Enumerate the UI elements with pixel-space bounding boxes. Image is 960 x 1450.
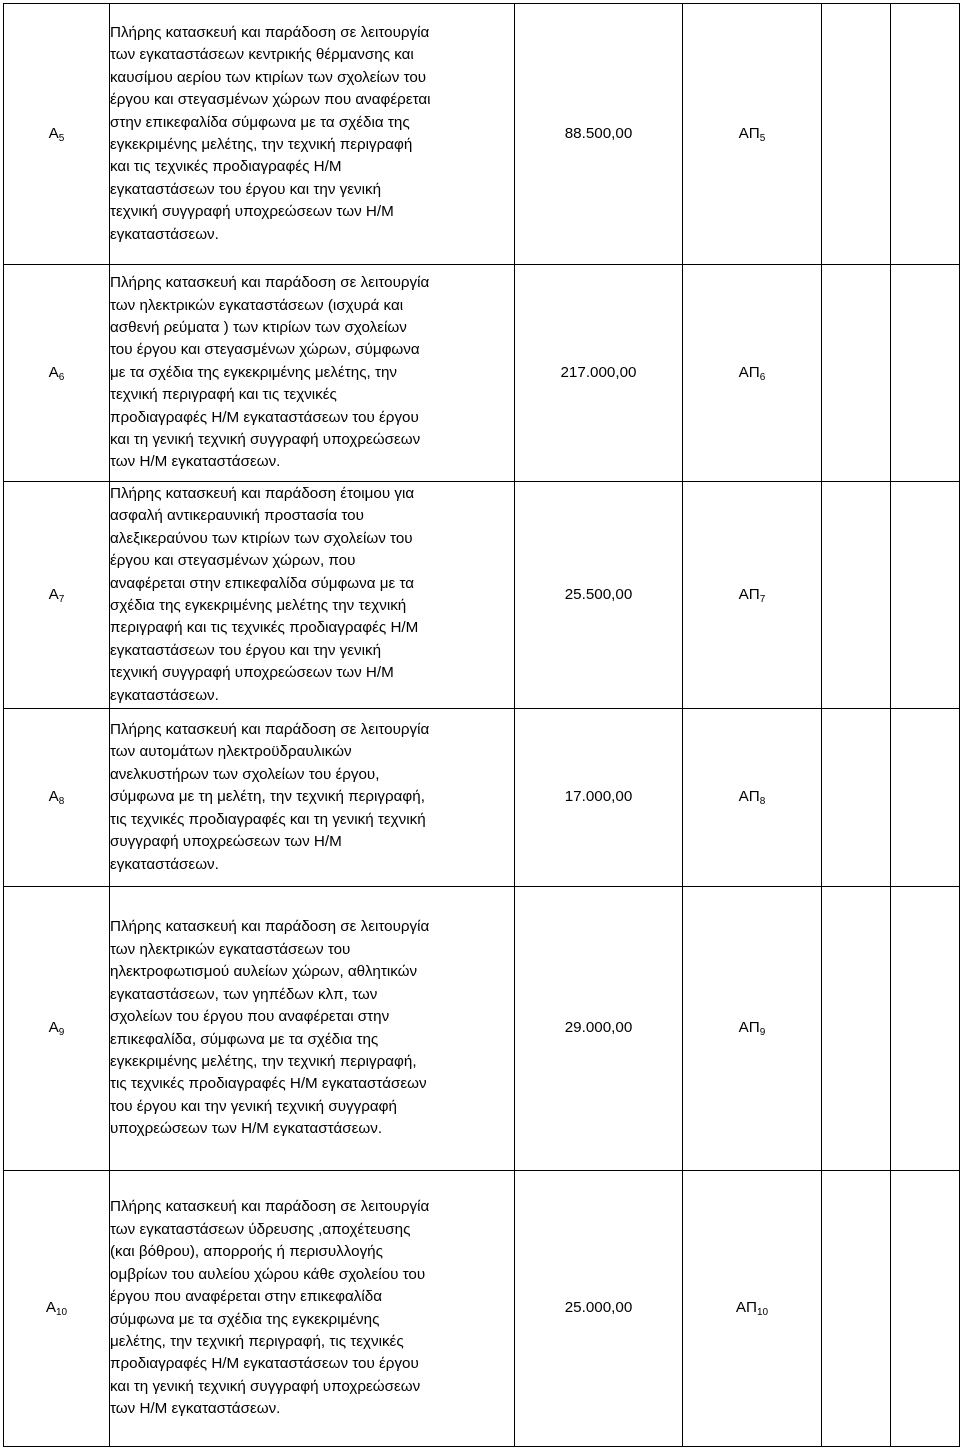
item-code-cell <box>4 4 110 265</box>
item-amount-cell <box>515 887 683 1171</box>
item-description: Πλήρης κατασκευή και παράδοση σε λειτουργία των ηλεκτρικών εγκαταστάσεων του ηλεκτροφωτισμού αυλείων χώρων, αθλητικών εγκαταστάσεων, των γηπέδων κλπ, των σχολείων του έργου που αναφέρεται στην επικεφαλίδα, σύμφωνα με τα σχέδια της εγκεκριμένης μελέτης, την τεχνική περιγραφή, τις τεχνικές προδιαγραφές Η/Μ εγκαταστάσεων του έργου και την γενική τεχνική συγγραφή υποχρεώσεων των Η/Μ εγκαταστάσεων. <box>110 918 430 1138</box>
item-code: Α <box>48 363 59 381</box>
empty-cell <box>822 265 891 482</box>
item-code: Α <box>48 788 59 806</box>
empty-cell <box>891 4 960 265</box>
item-code: Α <box>48 1019 59 1037</box>
item-amount: 29.000,00 <box>564 1019 633 1037</box>
item-ref-cell <box>683 1171 822 1447</box>
item-description-cell <box>110 709 515 887</box>
item-ref-cell <box>683 887 822 1171</box>
item-description: Πλήρης κατασκευή και παράδοση έτοιμου για ασφαλή αντικεραυνική προστασία του αλεξικεραύνου των κτιρίων των σχολείων του έργου και στεγασμένων χώρων, που αναφέρεται στην επικεφαλίδα σύμφωνα με τα σχέδια της εγκεκριμένης μελέτης την τεχνική περιγραφή και τις τεχνικές προδιαγραφές Η/Μ εγκαταστάσεων του έργου και την γενική τεχνική συγγραφή υποχρεώσεων των Η/Μ εγκαταστάσεων. <box>110 484 419 704</box>
item-code-subscript: 9 <box>58 1027 65 1039</box>
item-ref-subscript: 9 <box>759 1027 766 1039</box>
empty-cell <box>891 709 960 887</box>
table-row <box>4 265 960 482</box>
item-amount: 17.000,00 <box>564 788 633 806</box>
empty-cell <box>891 265 960 482</box>
empty-cell <box>891 1171 960 1447</box>
item-amount: 25.500,00 <box>564 585 633 603</box>
item-code-cell <box>4 482 110 709</box>
item-amount-cell <box>515 265 683 482</box>
item-ref-subscript: 10 <box>756 1307 769 1319</box>
table-row <box>4 482 960 709</box>
item-ref: ΑΠ <box>738 788 760 806</box>
item-code-subscript: 8 <box>58 796 65 808</box>
item-description-cell <box>110 4 515 265</box>
item-code-subscript: 10 <box>56 1307 68 1319</box>
item-ref-subscript: 8 <box>759 796 766 808</box>
table-row <box>4 4 960 265</box>
item-code: Α <box>48 124 59 142</box>
empty-cell <box>891 887 960 1171</box>
item-code: Α <box>45 1299 56 1317</box>
item-amount-cell <box>515 482 683 709</box>
item-ref: ΑΠ <box>735 1299 757 1317</box>
table-row <box>4 709 960 887</box>
item-ref-subscript: 6 <box>759 371 766 383</box>
table-row <box>4 887 960 1171</box>
table-row <box>4 1171 960 1447</box>
item-ref-cell <box>683 265 822 482</box>
item-description: Πλήρης κατασκευή και παράδοση σε λειτουργία των αυτομάτων ηλεκτροϋδραυλικών ανελκυστήρων των σχολείων του έργου, σύμφωνα με τη μελέτη, την τεχνική περιγραφή, τις τεχνικές προδιαγραφές και τη γενική τεχνική συγγραφή υποχρεώσεων των Η/Μ εγκαταστάσεων. <box>110 721 430 873</box>
item-code-cell <box>4 709 110 887</box>
item-ref-subscript: 7 <box>759 593 766 605</box>
empty-cell <box>822 709 891 887</box>
item-code-subscript: 7 <box>58 593 65 605</box>
item-amount-cell <box>515 1171 683 1447</box>
empty-cell <box>822 4 891 265</box>
item-ref: ΑΠ <box>738 1019 760 1037</box>
item-ref: ΑΠ <box>738 124 760 142</box>
item-description-cell <box>110 1171 515 1447</box>
item-amount: 88.500,00 <box>564 124 633 142</box>
item-description: Πλήρης κατασκευή και παράδοση σε λειτουργία των ηλεκτρικών εγκαταστάσεων (ισχυρά και ασθενή ρεύματα ) των κτιρίων των σχολείων του έργου και στεγασμένων χώρων, σύμφωνα με τα σχέδια της εγκεκριμένης μελέτης, την τεχνική περιγραφή και τις τεχνικές προδιαγραφές Η/Μ εγκαταστάσεων του έργου και τη γενική τεχνική συγγραφή υποχρεώσεων των Η/Μ εγκαταστάσεων. <box>110 274 430 471</box>
item-code-cell <box>4 265 110 482</box>
item-ref: ΑΠ <box>738 363 760 381</box>
price-table <box>3 3 960 1447</box>
empty-cell <box>891 482 960 709</box>
item-amount: 25.000,00 <box>564 1299 633 1317</box>
item-ref: ΑΠ <box>738 585 760 603</box>
item-code: Α <box>48 585 59 603</box>
item-code-subscript: 5 <box>58 132 65 144</box>
empty-cell <box>822 1171 891 1447</box>
item-code-subscript: 6 <box>58 371 65 383</box>
item-description-cell <box>110 482 515 709</box>
item-amount-cell <box>515 709 683 887</box>
empty-cell <box>822 887 891 1171</box>
item-description-cell <box>110 887 515 1171</box>
empty-cell <box>822 482 891 709</box>
item-ref-subscript: 5 <box>759 132 766 144</box>
item-description: Πλήρης κατασκευή και παράδοση σε λειτουργία των εγκαταστάσεων κεντρικής θέρμανσης και καυσίμου αερίου των κτιρίων των σχολείων του έργου και στεγασμένων χώρων που αναφέρεται στην επικεφαλίδα σύμφωνα με τα σχέδια της εγκεκριμένης μελέτης, την τεχνική περιγραφή και τις τεχνικές προδιαγραφές Η/Μ εγκαταστάσεων του έργου και την γενική τεχνική συγγραφή υποχρεώσεων των Η/Μ εγκαταστάσεων. <box>110 23 431 243</box>
item-code-cell <box>4 1171 110 1447</box>
item-amount: 217.000,00 <box>560 363 637 381</box>
item-ref-cell <box>683 482 822 709</box>
item-ref-cell <box>683 709 822 887</box>
item-code-cell <box>4 887 110 1171</box>
item-amount-cell <box>515 4 683 265</box>
item-description: Πλήρης κατασκευή και παράδοση σε λειτουργία των εγκαταστάσεων ύδρευσης ,αποχέτευσης (και βόθρου), απορροής ή περισυλλογής ομβρίων του αυλείου χώρου κάθε σχολείου του έργου που αναφέρεται στην επικεφαλίδα σύμφωνα με τα σχέδια της εγκεκριμένης μελέτης, την τεχνική περιγραφή, τις τεχνικές προδιαγραφές Η/Μ εγκαταστάσεων του έργου και τη γενική τεχνική συγγραφή υποχρεώσεων των Η/Μ εγκαταστάσεων. <box>110 1198 430 1418</box>
item-description-cell <box>110 265 515 482</box>
item-ref-cell <box>683 4 822 265</box>
